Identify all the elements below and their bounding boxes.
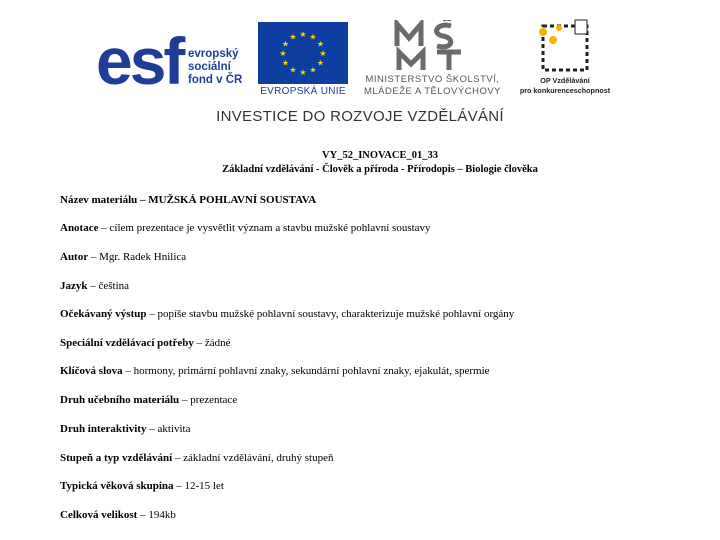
metadata-row [60,394,237,406]
logo-banner [0,0,720,140]
svg-text:★: ★ [309,65,317,75]
svg-text:★: ★ [281,39,290,49]
metadata-separator: – [137,194,149,206]
metadata-value: aktivita [157,423,191,435]
metadata-separator: – [146,423,158,435]
metadata-separator: – [179,394,191,406]
svg-text:★: ★ [316,58,325,68]
metadata-separator: – [98,222,110,234]
esf-logo [96,24,248,108]
eu-caption: EVROPSKÁ UNIE [260,86,346,97]
esf-line: evropský [188,48,239,60]
metadata-label: Jazyk [60,280,88,292]
metadata-label: Očekávaný výstup [60,308,147,320]
msmt-logo [355,20,510,100]
metadata-value: žádné [204,337,231,349]
svg-text:★: ★ [319,49,327,58]
svg-text:★: ★ [309,32,317,42]
metadata-label: Celková velikost [60,509,138,521]
metadata-row [60,194,316,206]
metadata-value: prezentace [190,394,238,406]
metadata-value: popíše stavbu mužské pohlavní soustavy, charakterizuje mužské pohlavní orgány [157,308,515,320]
metadata-value: cílem prezentace je vysvětlit význam a stavbu mužské pohlavní soustavy [109,222,431,234]
metadata-separator: – [172,452,184,464]
msmt-emblem-icon [355,20,510,72]
metadata-row [60,280,129,292]
svg-text:★: ★ [299,68,307,77]
esf-text [188,48,242,87]
esf-line: sociální [188,61,231,73]
metadata-row [60,452,333,464]
metadata-value: základní vzdělávání, druhý stupeň [183,452,334,464]
metadata-value: MUŽSKÁ POHLAVNÍ SOUSTAVA [148,194,317,206]
metadata-label: Anotace [60,222,99,234]
metadata-row [60,423,190,435]
slogan: INVESTICE DO ROZVOJE VZDĚLÁVÁNÍ [216,108,504,125]
metadata-separator: – [87,280,99,292]
metadata-value: hormony, primární pohlavní znaky, sekundární pohlavní znaky, ejakulát, spermie [133,365,490,377]
metadata-value: 194kb [148,509,176,521]
metadata-value: 12-15 let [184,480,224,492]
metadata-label: Speciální vzdělávací potřeby [60,337,194,349]
metadata-row [60,337,230,349]
metadata-separator: – [193,337,205,349]
metadata-separator: – [137,509,149,521]
metadata-value: čeština [98,280,130,292]
esf-mark: esf [96,24,183,98]
metadata-separator: – [173,480,185,492]
svg-text:★: ★ [281,58,290,68]
eu-flag-icon [258,22,348,84]
metadata-row [60,365,490,377]
metadata-label: Druh učebního materiálu [60,394,180,406]
metadata-label: Autor [60,251,89,263]
esf-line: fond v ČR [188,74,243,86]
metadata-row [60,509,176,521]
svg-text:★: ★ [279,49,287,58]
op-emblem-icon [515,18,615,74]
svg-text:★: ★ [316,39,325,49]
op-logo [515,18,615,100]
op-line: pro konkurenceschopnost [519,86,611,95]
metadata-label: Název materiálu [60,194,138,206]
metadata-label: Druh interaktivity [60,423,147,435]
msmt-line: MINISTERSTVO ŠKOLSTVÍ, [365,74,500,85]
metadata-label: Stupeň a typ vzdělávání [60,452,173,464]
metadata-row [60,308,514,320]
metadata-separator: – [122,365,134,377]
metadata-value: Mgr. Radek Hnilica [99,251,187,263]
metadata-row [60,222,431,234]
op-line: OP Vzdělávání [540,76,590,85]
eu-logo [258,22,348,100]
metadata-row [60,480,224,492]
msmt-line: MLÁDEŽE A TĚLOVÝCHOVY [363,86,502,97]
metadata-separator: – [88,251,100,263]
svg-text:★: ★ [289,65,297,75]
svg-text:★: ★ [289,32,297,42]
document-subtitle: Základní vzdělávání - Člověk a příroda - Přírodopis – Biologie člověka [222,164,538,175]
metadata-row [60,251,186,263]
svg-text:★: ★ [299,30,307,39]
metadata-label: Klíčová slova [60,365,123,377]
document-code: VY_52_INOVACE_01_33 [322,150,438,161]
metadata-separator: – [146,308,158,320]
metadata-label: Typická věková skupina [60,480,174,492]
